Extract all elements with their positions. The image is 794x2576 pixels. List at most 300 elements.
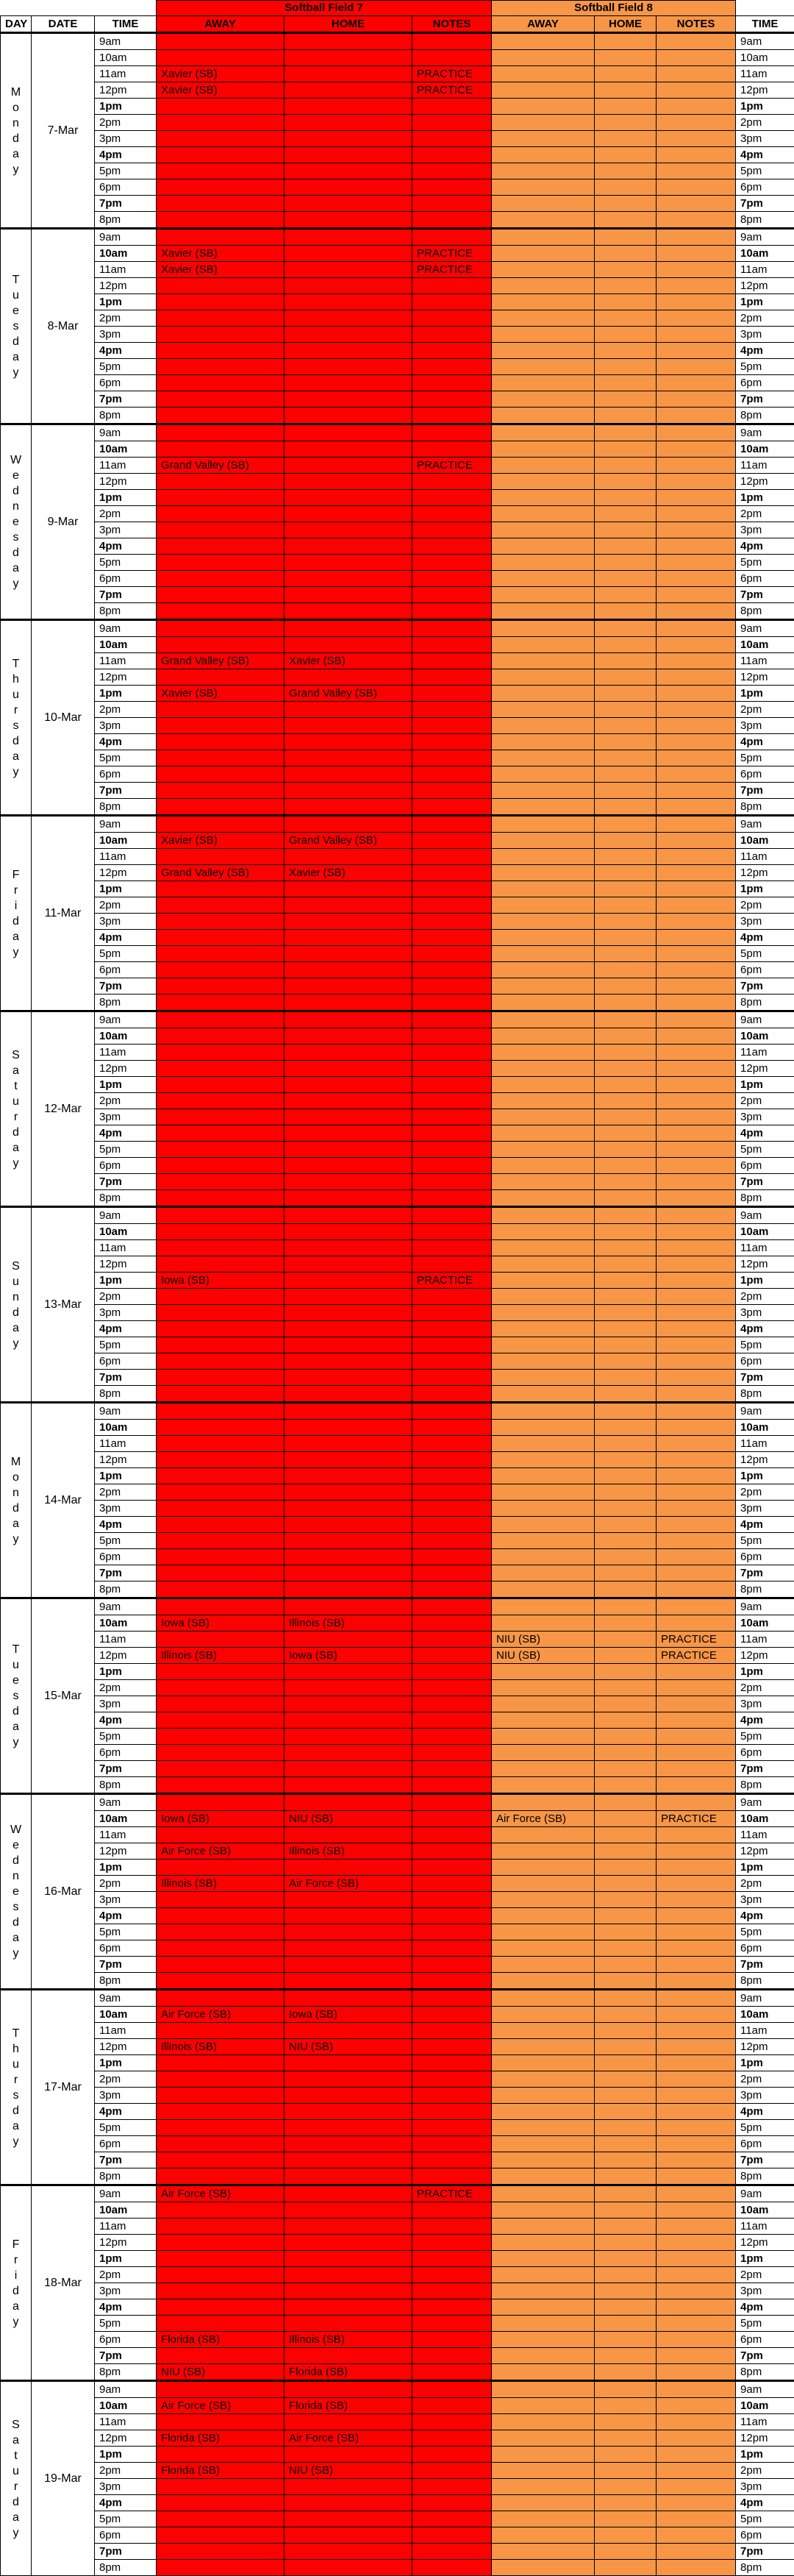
time-label: 11am — [95, 1436, 157, 1452]
field-8-away-cell — [492, 1712, 595, 1729]
time-slot-row — [1, 653, 794, 669]
field-8-notes-cell — [657, 1777, 736, 1794]
time-slot-row — [1, 2168, 794, 2185]
field-7-away-cell — [157, 1289, 285, 1305]
time-slot-row — [1, 147, 794, 163]
field-7-away-cell — [157, 669, 285, 686]
time-slot-row — [1, 849, 794, 865]
time-right-label: 3pm — [736, 1696, 794, 1712]
field-8-notes-cell — [657, 2185, 736, 2202]
field-8-away-cell — [492, 2495, 595, 2511]
field-7-away-cell — [157, 229, 285, 246]
time-right-label: 3pm — [736, 2283, 794, 2299]
field-7-away-cell — [157, 33, 285, 50]
field-7-away-cell — [157, 294, 285, 310]
field-7-home-cell — [285, 1565, 412, 1581]
time-right-label: 12pm — [736, 1256, 794, 1273]
time-right-label: 4pm — [736, 734, 794, 750]
field-7-away-cell — [157, 2071, 285, 2088]
field-8-home-cell — [595, 82, 657, 99]
field-8-away-cell — [492, 1077, 595, 1093]
day-name: F r i d a y — [12, 869, 20, 958]
field-7-notes-cell — [412, 1077, 492, 1093]
field-7-away-cell — [157, 115, 285, 131]
date-label: 14-Mar — [32, 1403, 95, 1598]
field-8-notes-cell — [657, 474, 736, 490]
field-7-away-cell: Air Force (SB) — [157, 1843, 285, 1860]
field-7-away-cell — [157, 1321, 285, 1337]
field-8-home-cell — [595, 2495, 657, 2511]
header-blank — [736, 1, 794, 16]
time-label: 7pm — [95, 391, 157, 408]
time-label: 5pm — [95, 555, 157, 571]
time-label: 8pm — [95, 995, 157, 1011]
field-8-away-cell — [492, 33, 595, 50]
time-right-label: 4pm — [736, 1908, 794, 1924]
time-label: 12pm — [95, 669, 157, 686]
field-8-home-cell — [595, 1517, 657, 1533]
field-7-notes-cell — [412, 1452, 492, 1468]
time-label: 7pm — [95, 978, 157, 995]
time-right-label: 7pm — [736, 1957, 794, 1973]
field-7-notes-cell — [412, 833, 492, 849]
field-7-away-cell — [157, 408, 285, 424]
field-8-home-cell — [595, 2283, 657, 2299]
field-7-notes-cell — [412, 474, 492, 490]
time-label: 10am — [95, 1615, 157, 1632]
field-7-away-cell — [157, 1061, 285, 1077]
field-8-notes-cell — [657, 2364, 736, 2381]
field-8-home-cell — [595, 702, 657, 718]
field-8-notes-cell — [657, 1045, 736, 1061]
field-7-notes-cell — [412, 1680, 492, 1696]
field-8-home-cell — [595, 571, 657, 587]
time-right-label: 10am — [736, 2202, 794, 2219]
date-label: 12-Mar — [32, 1011, 95, 1207]
field-8-notes-cell — [657, 163, 736, 179]
field-7-notes-cell — [412, 1940, 492, 1957]
field-8-home-cell — [595, 799, 657, 816]
time-label: 2pm — [95, 2463, 157, 2479]
field-8-home-cell — [595, 2332, 657, 2348]
field-8-away-cell — [492, 914, 595, 930]
field-7-away-cell — [157, 881, 285, 897]
field-7-home-cell — [285, 1517, 412, 1533]
field-8-notes-cell — [657, 522, 736, 538]
field-7-home-cell — [285, 522, 412, 538]
field-7-away-cell — [157, 391, 285, 408]
field-8-notes-cell — [657, 1860, 736, 1876]
field-7-home-cell — [285, 750, 412, 766]
time-slot-row — [1, 2299, 794, 2316]
field-7-notes-cell — [412, 2511, 492, 2527]
time-right-label: 3pm — [736, 2088, 794, 2104]
field-8-notes-cell — [657, 1093, 736, 1109]
field-7-away-cell — [157, 2120, 285, 2136]
field-7-away-cell — [157, 1484, 285, 1501]
field-8-notes-cell — [657, 2071, 736, 2088]
time-label: 9am — [95, 816, 157, 833]
field-8-notes-cell — [657, 897, 736, 914]
time-label: 10am — [95, 1420, 157, 1436]
day-label — [1, 1990, 32, 2185]
field-8-home-cell — [595, 1142, 657, 1158]
field-8-away-cell — [492, 1420, 595, 1436]
time-label: 3pm — [95, 1109, 157, 1125]
time-label: 1pm — [95, 1664, 157, 1680]
time-right-label: 2pm — [736, 2071, 794, 2088]
field-8-away-cell — [492, 1827, 595, 1843]
time-label: 8pm — [95, 212, 157, 229]
field-8-notes-cell — [657, 1468, 736, 1484]
field-8-away-cell — [492, 946, 595, 962]
field-8-home-cell — [595, 1190, 657, 1207]
field-8-home-cell — [595, 2071, 657, 2088]
time-right-label: 3pm — [736, 2479, 794, 2495]
day-name: T h u r s d a y — [12, 658, 20, 778]
field-8-home-cell — [595, 391, 657, 408]
time-slot-row — [1, 1632, 794, 1648]
time-right-label: 2pm — [736, 1093, 794, 1109]
field-7-home-cell — [285, 1696, 412, 1712]
field-7-notes-cell: PRACTICE — [412, 458, 492, 474]
day-label — [1, 229, 32, 424]
field-8-notes-cell — [657, 1240, 736, 1256]
field-7-notes-cell — [412, 1174, 492, 1190]
field-8-home-cell — [595, 1353, 657, 1370]
time-label: 1pm — [95, 1860, 157, 1876]
time-slot-row — [1, 1729, 794, 1745]
field-7-away-cell: Florida (SB) — [157, 2430, 285, 2447]
field-8-away-cell — [492, 1370, 595, 1386]
field-7-home-cell — [285, 2267, 412, 2283]
field-8-home-cell — [595, 897, 657, 914]
field-7-home-cell — [285, 1436, 412, 1452]
field-8-away-cell — [492, 2152, 595, 2168]
field-8-notes-cell — [657, 1973, 736, 1990]
field-8-notes-cell — [657, 718, 736, 734]
time-right-label: 4pm — [736, 930, 794, 946]
time-slot-row — [1, 2251, 794, 2267]
field-8-notes-cell — [657, 816, 736, 833]
time-right-label: 4pm — [736, 2104, 794, 2120]
field-7-notes-cell — [412, 2414, 492, 2430]
field-7-notes-cell — [412, 718, 492, 734]
field-8-away-cell — [492, 1045, 595, 1061]
field-8-away-cell — [492, 179, 595, 196]
header-blank — [95, 1, 157, 16]
field-8-notes-cell — [657, 766, 736, 783]
field-8-away-cell — [492, 1305, 595, 1321]
time-label: 1pm — [95, 2055, 157, 2071]
field-8-home-cell — [595, 1615, 657, 1632]
field-8-notes-cell — [657, 783, 736, 799]
field-7-home-cell — [285, 2152, 412, 2168]
field-8-away-cell — [492, 2104, 595, 2120]
field-8-away-cell — [492, 881, 595, 897]
field-8-notes-cell — [657, 620, 736, 637]
field-8-home-cell — [595, 946, 657, 962]
time-right-label: 2pm — [736, 506, 794, 522]
time-right-label: 8pm — [736, 408, 794, 424]
field-7-home-cell — [285, 2235, 412, 2251]
field-8-home-cell — [595, 458, 657, 474]
field-7-away-cell — [157, 2023, 285, 2039]
field-7-home-cell — [285, 1468, 412, 1484]
field-8-notes-cell — [657, 147, 736, 163]
field-8-home-cell — [595, 131, 657, 147]
field-7-notes-cell — [412, 1712, 492, 1729]
time-right-label: 9am — [736, 1403, 794, 1420]
time-right-label: 1pm — [736, 490, 794, 506]
time-label: 5pm — [95, 2316, 157, 2332]
field-7-notes-cell — [412, 1468, 492, 1484]
field-8-away-cell — [492, 2071, 595, 2088]
field-7-notes-cell — [412, 2088, 492, 2104]
time-right-label: 1pm — [736, 294, 794, 310]
field-8-home-cell — [595, 686, 657, 702]
field-7-notes-cell — [412, 978, 492, 995]
field-8-notes-cell — [657, 930, 736, 946]
field-7-home-cell — [285, 1973, 412, 1990]
time-slot-row — [1, 1045, 794, 1061]
field-7-away-cell: Iowa (SB) — [157, 1615, 285, 1632]
time-slot-row — [1, 930, 794, 946]
field-8-away-cell — [492, 2332, 595, 2348]
time-label: 3pm — [95, 327, 157, 343]
field-8-home-cell — [595, 2219, 657, 2235]
time-label: 11am — [95, 2414, 157, 2430]
time-label: 2pm — [95, 1680, 157, 1696]
time-label: 2pm — [95, 506, 157, 522]
field-8-away-cell — [492, 2120, 595, 2136]
field-7-home-cell — [285, 734, 412, 750]
field-7-away-cell — [157, 1337, 285, 1353]
field-8-notes-cell — [657, 2463, 736, 2479]
field-8-home-cell — [595, 2023, 657, 2039]
field-7-notes-cell — [412, 212, 492, 229]
field-8-away-cell — [492, 294, 595, 310]
field-7-away-cell — [157, 1729, 285, 1745]
field-8-away-cell — [492, 2527, 595, 2544]
time-right-label: 1pm — [736, 1468, 794, 1484]
time-right-label: 9am — [736, 1598, 794, 1615]
time-label: 11am — [95, 2219, 157, 2235]
time-label: 4pm — [95, 1321, 157, 1337]
time-slot-row — [1, 424, 794, 441]
field-8-away-cell — [492, 1011, 595, 1028]
field-7-home-cell — [285, 490, 412, 506]
field-7-home-cell — [285, 2299, 412, 2316]
field-7-notes-cell — [412, 441, 492, 458]
field-8-away-cell — [492, 783, 595, 799]
time-label: 12pm — [95, 2039, 157, 2055]
field-8-notes-cell — [657, 2560, 736, 2576]
field-7-notes-cell — [412, 2007, 492, 2023]
field-7-notes-cell — [412, 1353, 492, 1370]
time-label: 5pm — [95, 1533, 157, 1549]
time-label: 9am — [95, 1598, 157, 1615]
time-label: 2pm — [95, 115, 157, 131]
time-label: 2pm — [95, 1876, 157, 1892]
field-7-notes-cell — [412, 196, 492, 212]
field-8-away-cell — [492, 1924, 595, 1940]
field-8-home-cell — [595, 1664, 657, 1680]
field-8-home-cell — [595, 2479, 657, 2495]
field-7-away-cell — [157, 2299, 285, 2316]
time-right-label: 7pm — [736, 1761, 794, 1777]
time-slot-row — [1, 1517, 794, 1533]
field-7-notes-cell — [412, 2544, 492, 2560]
field-8-away-cell — [492, 408, 595, 424]
field-8-home-cell — [595, 1549, 657, 1565]
field-8-notes-cell — [657, 310, 736, 327]
field-8-away-cell — [492, 99, 595, 115]
field-7-notes-cell — [412, 1011, 492, 1028]
time-right-label: 6pm — [736, 1549, 794, 1565]
field-7-notes-cell — [412, 897, 492, 914]
time-slot-row — [1, 1452, 794, 1468]
time-label: 4pm — [95, 2495, 157, 2511]
time-slot-row — [1, 1843, 794, 1860]
field-7-away-cell — [157, 1632, 285, 1648]
field-8-away-cell — [492, 50, 595, 66]
time-label: 8pm — [95, 2364, 157, 2381]
field-7-home-cell — [285, 1077, 412, 1093]
time-label: 11am — [95, 1045, 157, 1061]
time-label: 4pm — [95, 343, 157, 359]
field-8-home-cell — [595, 766, 657, 783]
date-label: 10-Mar — [32, 620, 95, 816]
time-right-label: 8pm — [736, 1190, 794, 1207]
field-8-home-cell — [595, 2364, 657, 2381]
field-7-home-cell — [285, 278, 412, 294]
time-slot-row — [1, 783, 794, 799]
time-slot-row — [1, 1745, 794, 1761]
time-right-label: 9am — [736, 424, 794, 441]
field-7-notes-cell — [412, 2071, 492, 2088]
time-right-label: 4pm — [736, 2495, 794, 2511]
time-slot-row — [1, 1028, 794, 1045]
field-7-home-cell — [285, 1370, 412, 1386]
field-7-notes-cell — [412, 1045, 492, 1061]
field-7-notes-cell — [412, 490, 492, 506]
time-label: 5pm — [95, 946, 157, 962]
field-8-home-cell — [595, 555, 657, 571]
time-right-label: 5pm — [736, 750, 794, 766]
field-8-home-cell — [595, 66, 657, 82]
field-8-home-cell — [595, 310, 657, 327]
time-slot-row — [1, 278, 794, 294]
field-8-home-cell — [595, 1436, 657, 1452]
field-8-home-cell — [595, 1565, 657, 1581]
day-label — [1, 2381, 32, 2576]
time-label: 10am — [95, 1811, 157, 1827]
field-7-home-cell — [285, 115, 412, 131]
field-7-home-cell — [285, 1598, 412, 1615]
field-7-home-cell — [285, 2202, 412, 2219]
time-slot-row — [1, 2235, 794, 2251]
field-7-home-cell — [285, 799, 412, 816]
field-7-notes-cell: PRACTICE — [412, 2185, 492, 2202]
field-7-notes-cell — [412, 1761, 492, 1777]
time-slot-row — [1, 1256, 794, 1273]
time-slot-row — [1, 246, 794, 262]
time-right-label: 10am — [736, 1811, 794, 1827]
time-label: 1pm — [95, 99, 157, 115]
time-label: 2pm — [95, 1093, 157, 1109]
field-8-home-cell — [595, 637, 657, 653]
field-8-home-cell — [595, 490, 657, 506]
field-8-away-cell — [492, 1174, 595, 1190]
field-8-home-cell — [595, 2202, 657, 2219]
time-right-label: 6pm — [736, 1940, 794, 1957]
field-8-notes-cell — [657, 1990, 736, 2007]
field-8-home-cell — [595, 2447, 657, 2463]
day-name: W e d n e s d a y — [10, 1824, 21, 1960]
field-8-notes-cell — [657, 1598, 736, 1615]
field-8-home-cell — [595, 1680, 657, 1696]
field-7-home-cell — [285, 538, 412, 555]
field-7-notes-cell — [412, 783, 492, 799]
field-8-notes-cell — [657, 2283, 736, 2299]
field-7-away-cell — [157, 522, 285, 538]
time-right-label: 12pm — [736, 2039, 794, 2055]
field-8-away-cell — [492, 1321, 595, 1337]
field-8-away-cell — [492, 327, 595, 343]
field-7-notes-cell — [412, 2168, 492, 2185]
field-7-notes-cell — [412, 1436, 492, 1452]
field-8-away-cell — [492, 555, 595, 571]
time-label: 5pm — [95, 2511, 157, 2527]
time-label: 8pm — [95, 1777, 157, 1794]
field-7-home-cell — [285, 1533, 412, 1549]
field-8-away-cell — [492, 343, 595, 359]
field-8-away-cell — [492, 1207, 595, 1224]
time-label: 1pm — [95, 686, 157, 702]
time-label: 1pm — [95, 1468, 157, 1484]
time-label: 8pm — [95, 1190, 157, 1207]
field-8-notes-cell — [657, 603, 736, 620]
field-8-home-cell — [595, 1468, 657, 1484]
field-7-away-cell — [157, 1386, 285, 1403]
day-name: S u n d a y — [12, 1260, 20, 1350]
time-right-label: 1pm — [736, 1664, 794, 1680]
date-label: 16-Mar — [32, 1794, 95, 1990]
time-right-label: 2pm — [736, 310, 794, 327]
field-8-away-cell: NIU (SB) — [492, 1648, 595, 1664]
time-right-label: 3pm — [736, 1501, 794, 1517]
field-8-home-cell — [595, 1289, 657, 1305]
field-7-away-cell — [157, 2168, 285, 2185]
field-7-away-cell — [157, 2104, 285, 2120]
field-7-home-cell — [285, 163, 412, 179]
time-right-label: 7pm — [736, 978, 794, 995]
field-7-away-cell: Florida (SB) — [157, 2463, 285, 2479]
field-7-away-cell — [157, 2219, 285, 2235]
field-7-away-cell — [157, 637, 285, 653]
time-label: 8pm — [95, 1386, 157, 1403]
field-8-away-cell — [492, 2007, 595, 2023]
field-7-home-cell — [285, 1501, 412, 1517]
field-8-away-cell — [492, 115, 595, 131]
field-7-home-cell — [285, 1273, 412, 1289]
field-7-away-cell — [157, 278, 285, 294]
time-right-label: 10am — [736, 441, 794, 458]
time-right-label: 11am — [736, 66, 794, 82]
time-label: 10am — [95, 2398, 157, 2414]
field-8-home-cell — [595, 2039, 657, 2055]
